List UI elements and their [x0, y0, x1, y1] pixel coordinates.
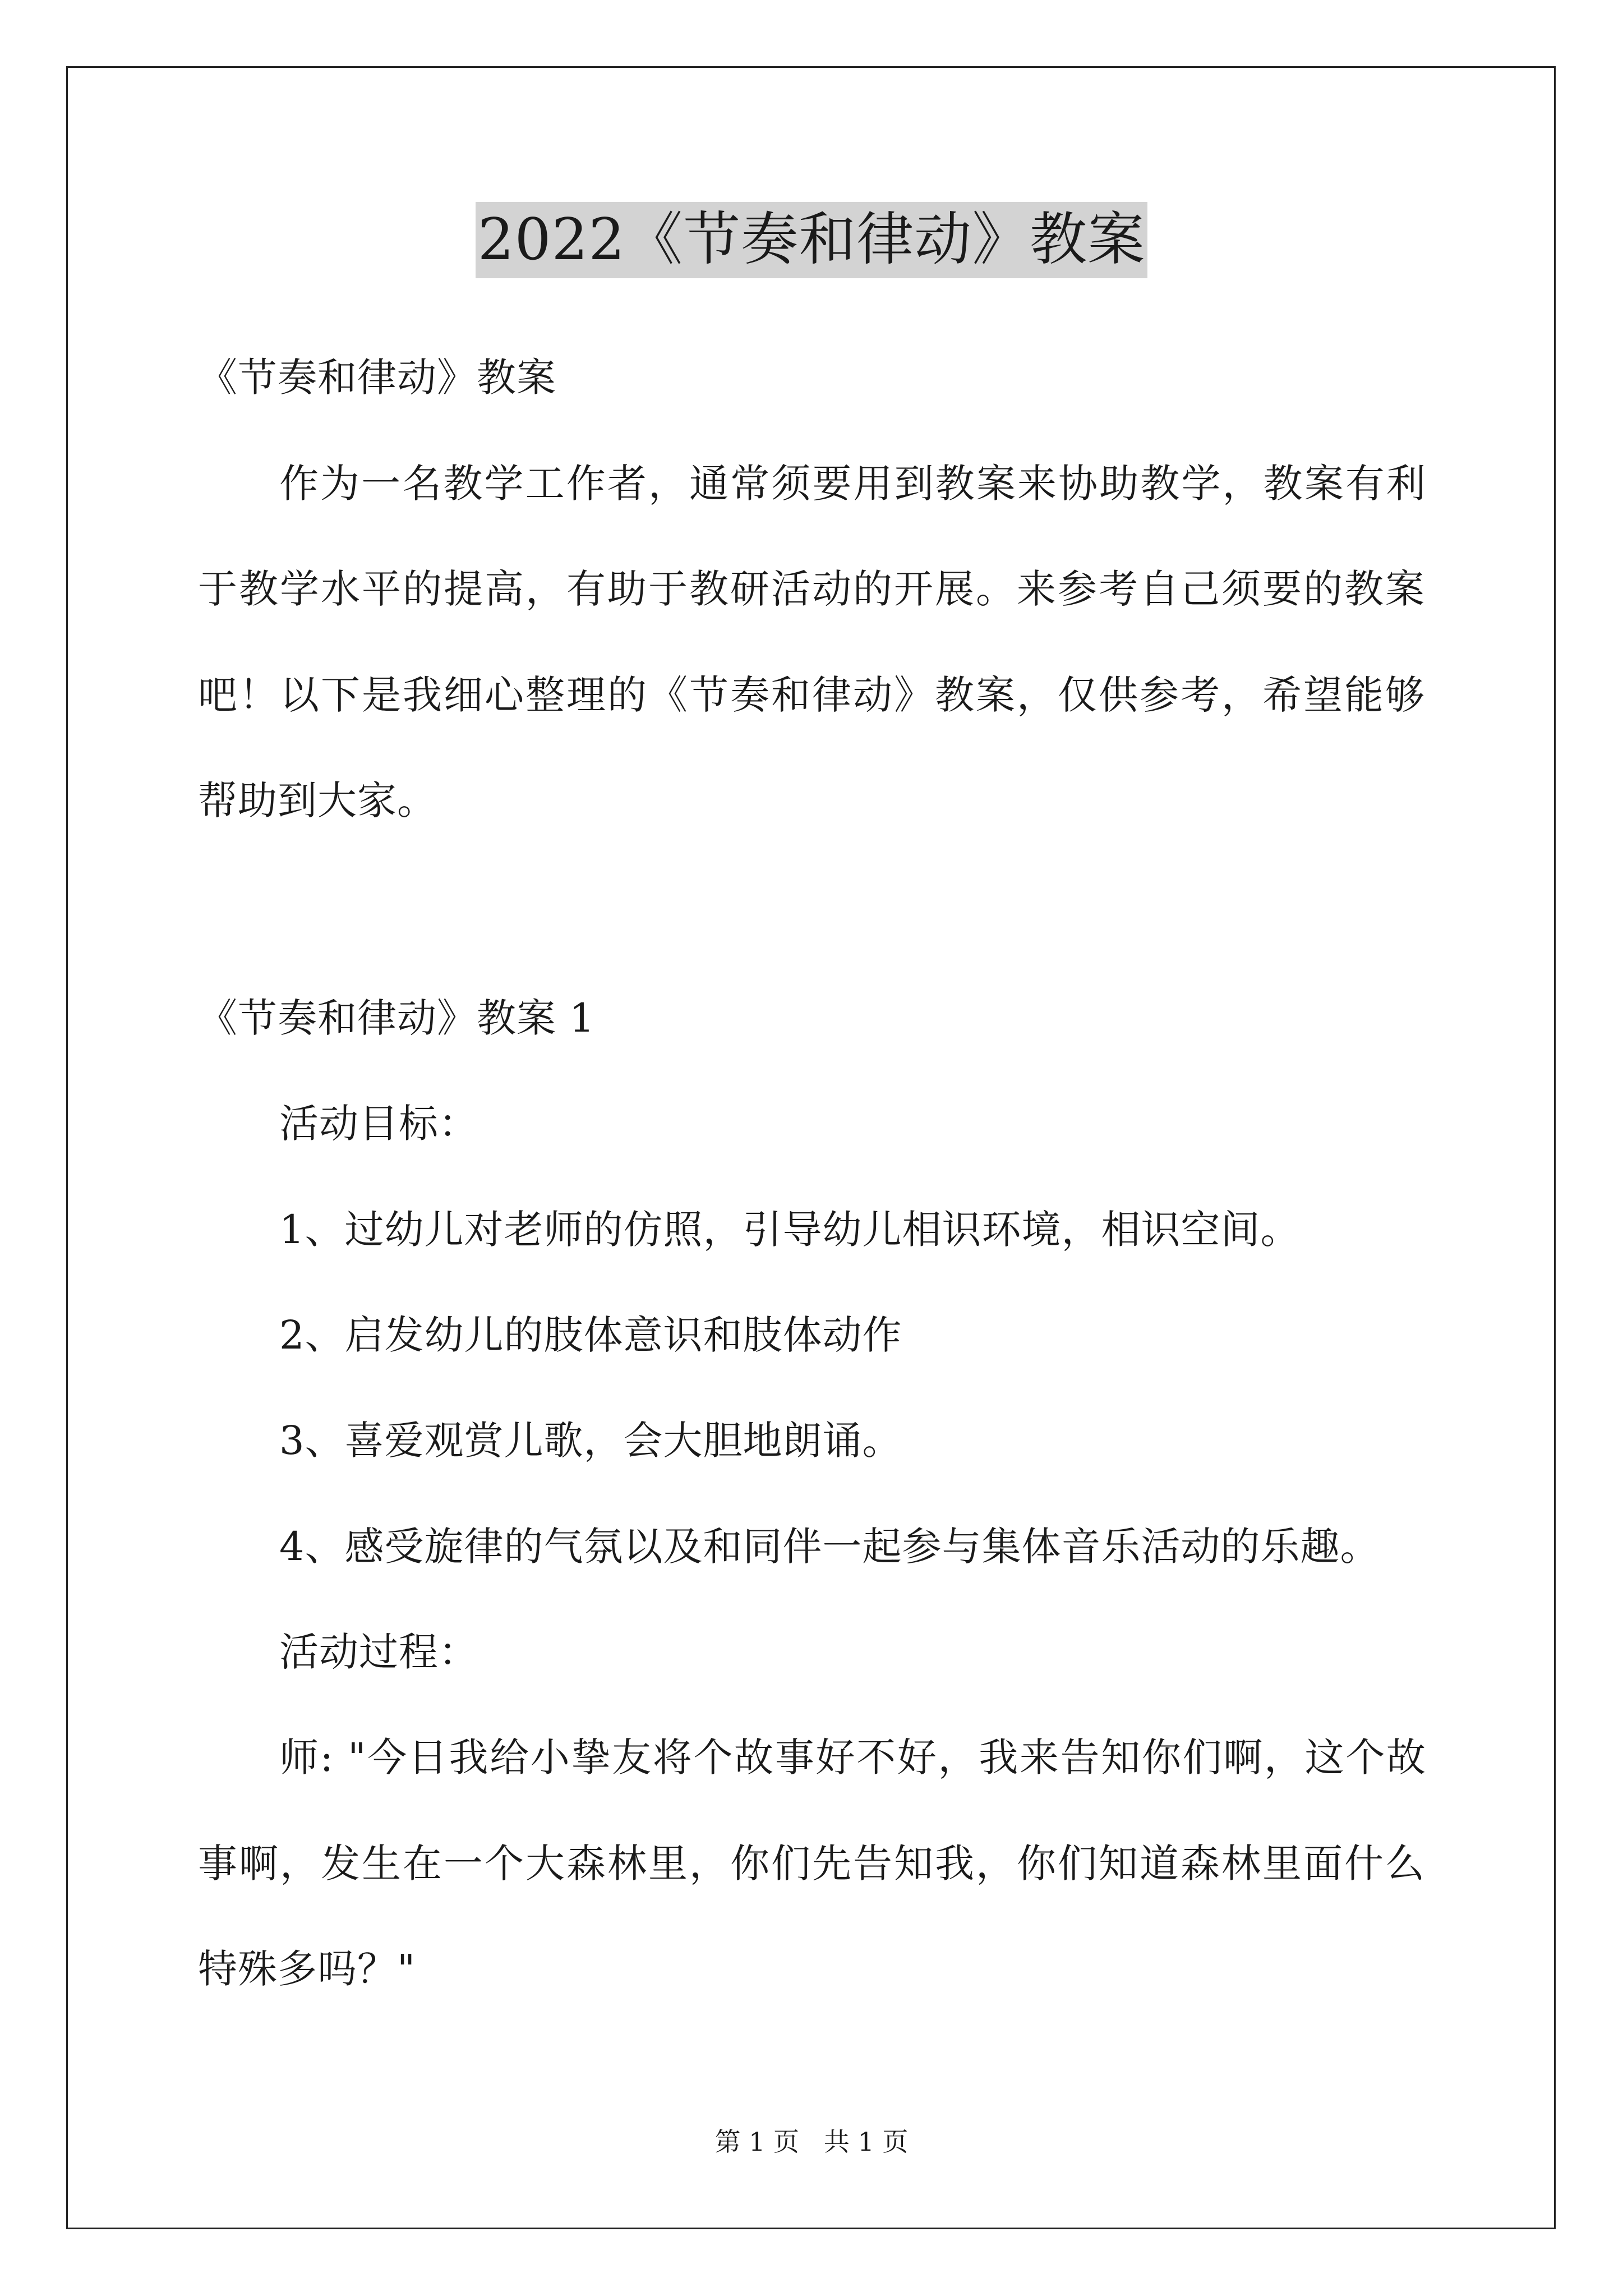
title-wrap [0, 202, 1623, 278]
process-line-3: 特殊多吗？" [198, 1946, 416, 1992]
intro-line-1: 作为一名教学工作者，通常须要用到教案来协助教学，教案有利 [279, 461, 1426, 507]
intro-line-2: 于教学水平的提高，有助于教研活动的开展。来参考自己须要的教案 [198, 566, 1425, 612]
document-subtitle: 《节奏和律动》教案 [198, 355, 556, 401]
intro-line-4: 帮助到大家。 [198, 777, 437, 823]
process-line-2: 事啊，发生在一个大森林里，你们先告知我，你们知道森林里面什么 [198, 1841, 1425, 1887]
process-line-1: 师: "今日我给小挚友将个故事好不好，我来告知你们啊，这个故 [279, 1734, 1426, 1780]
document-title: 2022《节奏和律动》教案 [476, 202, 1148, 278]
goal-item-4: 4、感受旋律的气氛以及和同伴一起参与集体音乐活动的乐趣。 [279, 1524, 1380, 1570]
goals-heading: 活动目标： [279, 1101, 478, 1147]
section-heading: 《节奏和律动》教案 1 [198, 995, 595, 1041]
goal-item-1: 1、过幼儿对老师的仿照，引导幼儿相识环境，相识空间。 [279, 1207, 1301, 1253]
page-footer: 第 1 页 共 1 页 [714, 2127, 909, 2157]
goal-item-2: 2、启发幼儿的肢体意识和肢体动作 [279, 1312, 902, 1358]
intro-line-3: 吧！以下是我细心整理的《节奏和律动》教案，仅供参考，希望能够 [198, 672, 1425, 718]
process-heading: 活动过程： [279, 1629, 478, 1675]
goal-item-3: 3、喜爱观赏儿歌，会大胆地朗诵。 [279, 1418, 902, 1464]
